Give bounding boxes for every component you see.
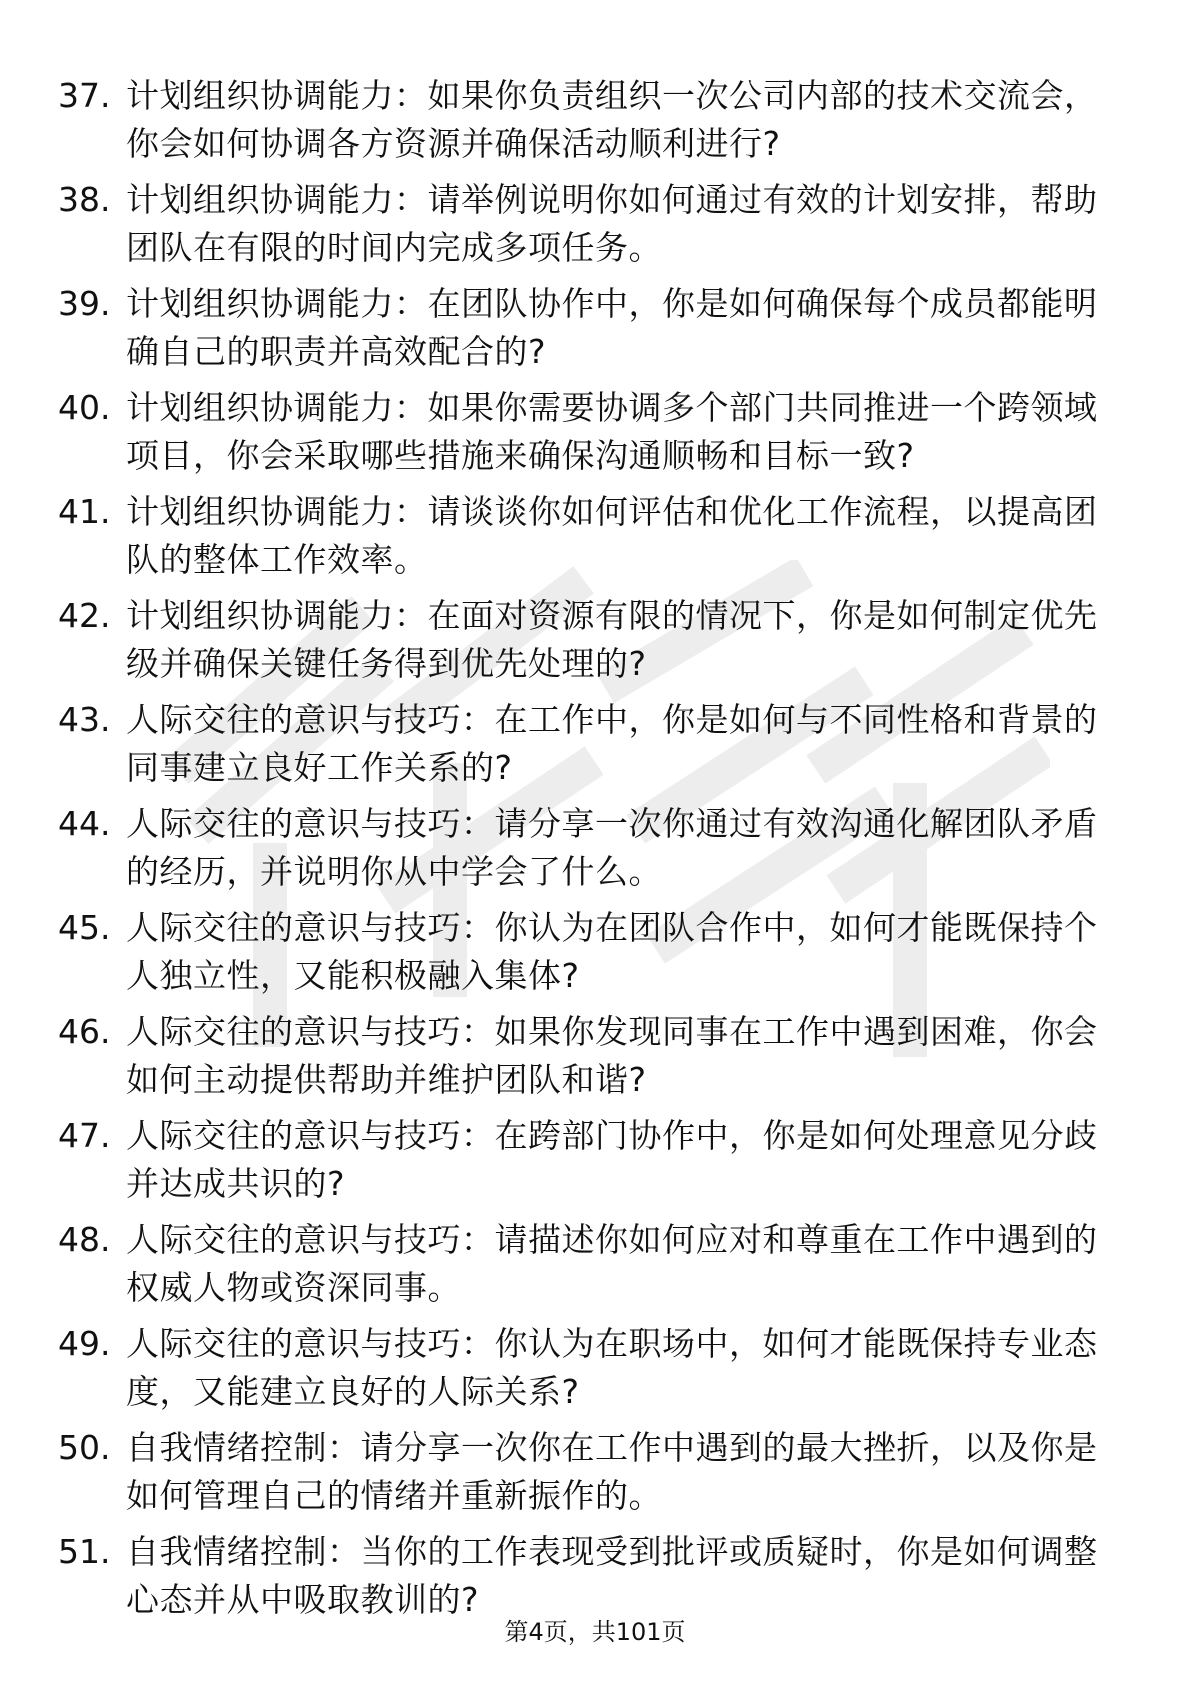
question-item [58, 1424, 1118, 1528]
question-number: 41. [58, 492, 111, 531]
question-number: 47. [58, 1116, 111, 1155]
question-text: 计划组织协调能力：如果你负责组织一次公司内部的技术交流会，你会如何协调各方资源并确保活动顺利进行? [126, 76, 1098, 163]
question-text: 人际交往的意识与技巧：在工作中，你是如何与不同性格和背景的同事建立良好工作关系的? [126, 700, 1098, 787]
question-text: 人际交往的意识与技巧：请描述你如何应对和尊重在工作中遇到的权威人物或资深同事。 [126, 1220, 1098, 1307]
question-text: 计划组织协调能力：请谈谈你如何评估和优化工作流程，以提高团队的整体工作效率。 [126, 492, 1098, 579]
question-text: 计划组织协调能力：请举例说明你如何通过有效的计划安排，帮助团队在有限的时间内完成多项任务。 [126, 180, 1098, 267]
question-item [58, 1008, 1118, 1112]
question-item [58, 1216, 1118, 1320]
question-item [58, 1320, 1118, 1424]
question-item [58, 280, 1118, 384]
question-number: 46. [58, 1012, 111, 1051]
question-text: 人际交往的意识与技巧：如果你发现同事在工作中遇到困难，你会如何主动提供帮助并维护团队和谐? [126, 1012, 1098, 1099]
question-item [58, 176, 1118, 280]
question-item [58, 72, 1118, 176]
question-item [58, 488, 1118, 592]
question-item [58, 592, 1118, 696]
question-text: 自我情绪控制：当你的工作表现受到批评或质疑时，你是如何调整心态并从中吸取教训的? [126, 1532, 1098, 1619]
question-number: 48. [58, 1220, 111, 1259]
question-text: 计划组织协调能力：在团队协作中，你是如何确保每个成员都能明确自己的职责并高效配合的? [126, 284, 1098, 371]
question-number: 39. [58, 284, 111, 323]
question-number: 40. [58, 388, 111, 427]
question-number: 51. [58, 1532, 111, 1571]
question-list [58, 72, 1118, 1632]
question-text: 计划组织协调能力：在面对资源有限的情况下，你是如何制定优先级并确保关键任务得到优先处理的? [126, 596, 1098, 683]
question-text: 人际交往的意识与技巧：请分享一次你通过有效沟通化解团队矛盾的经历，并说明你从中学会了什么。 [126, 804, 1098, 891]
question-number: 37. [58, 76, 111, 115]
question-item [58, 384, 1118, 488]
question-text: 人际交往的意识与技巧：你认为在团队合作中，如何才能既保持个人独立性，又能积极融入集体? [126, 908, 1098, 995]
question-number: 38. [58, 180, 111, 219]
question-number: 44. [58, 804, 111, 843]
page-footer: 第4页，共101页 [504, 1618, 686, 1646]
question-text: 人际交往的意识与技巧：你认为在职场中，如何才能既保持专业态度，又能建立良好的人际关系? [126, 1324, 1098, 1411]
question-number: 43. [58, 700, 111, 739]
question-item [58, 1112, 1118, 1216]
question-item [58, 800, 1118, 904]
question-text: 计划组织协调能力：如果你需要协调多个部门共同推进一个跨领域项目，你会采取哪些措施来确保沟通顺畅和目标一致? [126, 388, 1098, 475]
question-number: 42. [58, 596, 111, 635]
question-number: 50. [58, 1428, 111, 1467]
question-number: 45. [58, 908, 111, 947]
question-text: 人际交往的意识与技巧：在跨部门协作中，你是如何处理意见分歧并达成共识的? [126, 1116, 1098, 1203]
question-text: 自我情绪控制：请分享一次你在工作中遇到的最大挫折，以及你是如何管理自己的情绪并重新振作的。 [126, 1428, 1098, 1515]
question-item [58, 696, 1118, 800]
question-item [58, 904, 1118, 1008]
question-number: 49. [58, 1324, 111, 1363]
